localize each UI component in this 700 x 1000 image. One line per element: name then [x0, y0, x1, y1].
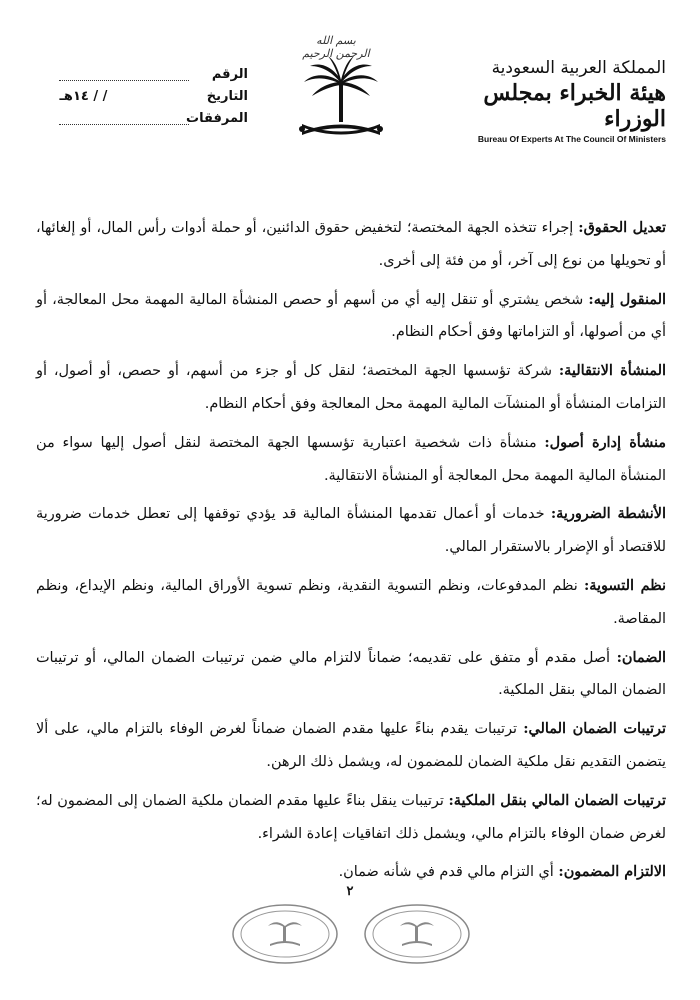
definition-text: ترتيبات يقدم بناءً عليها مقدم الضمان ضماناً لغرض الوفاء بالتزام مالي، على ألا يتضمن التقديم نقل ملكية الضمان للمضمون له، ويشمل ذلك الرهن. [36, 721, 666, 770]
definition-term: المنشأة الانتقالية: [558, 362, 666, 380]
definition-term: الضمان: [616, 648, 667, 666]
definition-term: تعديل الحقوق: [578, 219, 667, 236]
definition-text: منشأة ذات شخصية اعتبارية تؤسسها الجهة المختصة لنقل أصول إليها سواء من المنشأة المالية المهمة محل المعالجة أو المنشأة الانتقالية. [36, 434, 666, 484]
definitions-list [36, 212, 666, 895]
definition-term: نظم التسوية: [583, 576, 666, 594]
definition-item [36, 713, 666, 779]
definition-item [36, 427, 666, 493]
definition-item [36, 570, 666, 636]
definition-text: خدمات أو أعمال تقدمها المنشأة المالية قد يؤدي توقفها إلى تعطل خدمات ضرورية للاقتصاد أو الإضرار بالاستقرار المالي. [36, 506, 666, 556]
definition-term: ترتيبات الضمان المالي: [523, 720, 666, 738]
definition-term: الالتزام المضمون: [558, 863, 666, 881]
definition-term: الأنشطة الضرورية: [550, 505, 667, 523]
definition-item [36, 642, 666, 708]
number-label: الرقم [211, 67, 248, 82]
bureau-title-english: Bureau Of Experts At The Council Of Ministers [477, 134, 666, 144]
definition-term: المنقول إليه: [588, 290, 667, 308]
definition-item [36, 284, 666, 350]
bureau-title-arabic: هيئة الخبراء بمجلس الوزراء [483, 80, 666, 132]
definition-term: منشأة إدارة أصول: [544, 433, 667, 451]
palm-swords-emblem-icon [296, 36, 386, 146]
page-number: ٢ [346, 884, 354, 899]
attachments-value [59, 112, 189, 125]
date-field [38, 86, 248, 108]
date-label: التاريخ [206, 89, 248, 104]
number-field [38, 64, 248, 86]
kingdom-title: المملكة العربية السعودية [491, 58, 666, 78]
definition-text: إجراء تتخذه الجهة المختصة؛ لتخفيض حقوق الدائنين، أو حملة أدوات رأس المال، أو إلغائها، أو تحويلها من نوع إلى آخر، أو من فئة إلى أخرى. [36, 220, 666, 269]
definition-item [36, 498, 666, 564]
definition-text: شخص يشتري أو تنقل إليه أي من أسهم أو حصص المنشأة المالية المهمة محل المعالجة، أو أي من أصولها، أو التزاماتها وفق أحكام النظام. [36, 291, 666, 341]
definition-text: ترتيبات ينقل بناءً عليها مقدم الضمان ملكية الضمان إلى المضمون له؛ لغرض ضمان الوفاء بالتزام مالي، ويشمل ذلك اتفاقيات إعادة الشراء. [36, 792, 666, 842]
definition-term: ترتيبات الضمان المالي بنقل الملكية: [448, 791, 666, 809]
definition-item [36, 212, 666, 278]
bismillah-text: بسم الله الرحمن الرحيم [302, 34, 370, 60]
date-value: / / ١٤هـ [59, 89, 108, 104]
definition-text: أي التزام مالي قدم في شأنه ضمان. [338, 864, 554, 881]
attachments-label: المرفقات [186, 111, 248, 126]
definition-item [36, 355, 666, 421]
definition-item [36, 785, 666, 851]
number-value [59, 68, 189, 81]
letterhead [0, 0, 700, 160]
official-seal-icon [230, 902, 340, 966]
attachments-field [38, 108, 248, 130]
institution-block [456, 58, 666, 144]
official-seal-icon [362, 902, 472, 966]
definition-text: شركة تؤسسها الجهة المختصة؛ لنقل كل أو جزء من أسهم، أو حصص، أو أصول، أو التزامات المنشأة أو المنشآت المالية المهمة محل المعالجة وفق أحكام النظام. [36, 363, 666, 412]
definition-text: أصل مقدم أو متفق على تقديمه؛ ضماناً لالتزام مالي ضمن ترتيبات الضمان المالي، أو ترتيبات الضمان المالي بنقل الملكية. [36, 649, 666, 699]
definition-text: نظم المدفوعات، ونظم التسوية النقدية، ونظم تسوية الأوراق المالية، ونظم الإيداع، ونظم المقاصة. [36, 577, 666, 627]
reference-fields [38, 64, 248, 130]
